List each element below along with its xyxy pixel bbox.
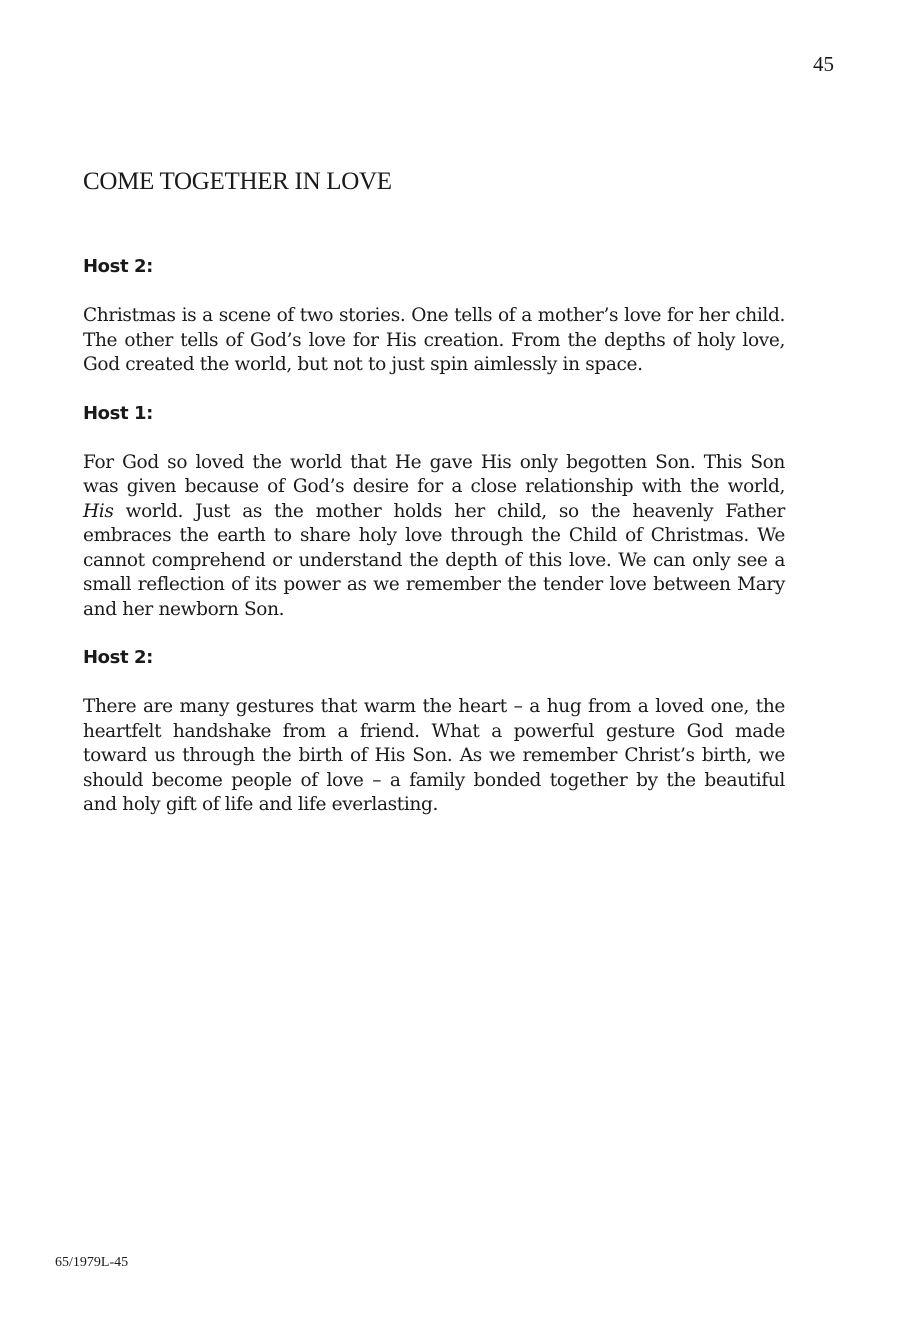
page-number: 45	[813, 52, 834, 76]
footer-code: 65/1979L-45	[55, 1255, 129, 1270]
paragraph-text: For God so loved the world that He gave His only begotten Son. This Son was given because of God’s desire for a close relationship with the world,	[83, 451, 785, 497]
emphasized-word: His	[83, 500, 114, 522]
dialogue-paragraph	[83, 451, 785, 623]
script-body	[83, 253, 785, 840]
speaker-label: Host 1:	[83, 402, 153, 424]
dialogue-paragraph: Christmas is a scene of two stories. One tells of a mother’s love for her child. The other tells of God’s love for His creation. From the depths of holy love, God created the world, but not to just spin aimlessly in space.	[83, 305, 785, 375]
page-title: COME TOGETHER IN LOVE	[83, 168, 392, 195]
speaker-label: Host 2:	[83, 256, 153, 277]
speaker-label: Host 2:	[83, 647, 153, 668]
dialogue-paragraph: There are many gestures that warm the heart – a hug from a loved one, the heartfelt handshake from a friend. What a powerful gesture God made toward us through the birth of His Son. As we remember Christ’s birth, we should become people of love – a family bonded together by the beautiful and holy gift of life and life everlasting.	[83, 696, 785, 815]
paragraph-text: world. Just as the mother holds her child, so the heavenly Father embraces the earth to share holy love through the Child of Christmas. We cannot comprehend or understand the depth of this love. We can only see a small reflection of its power as we remember the tender love between Mary and her newborn Son.	[83, 500, 785, 620]
